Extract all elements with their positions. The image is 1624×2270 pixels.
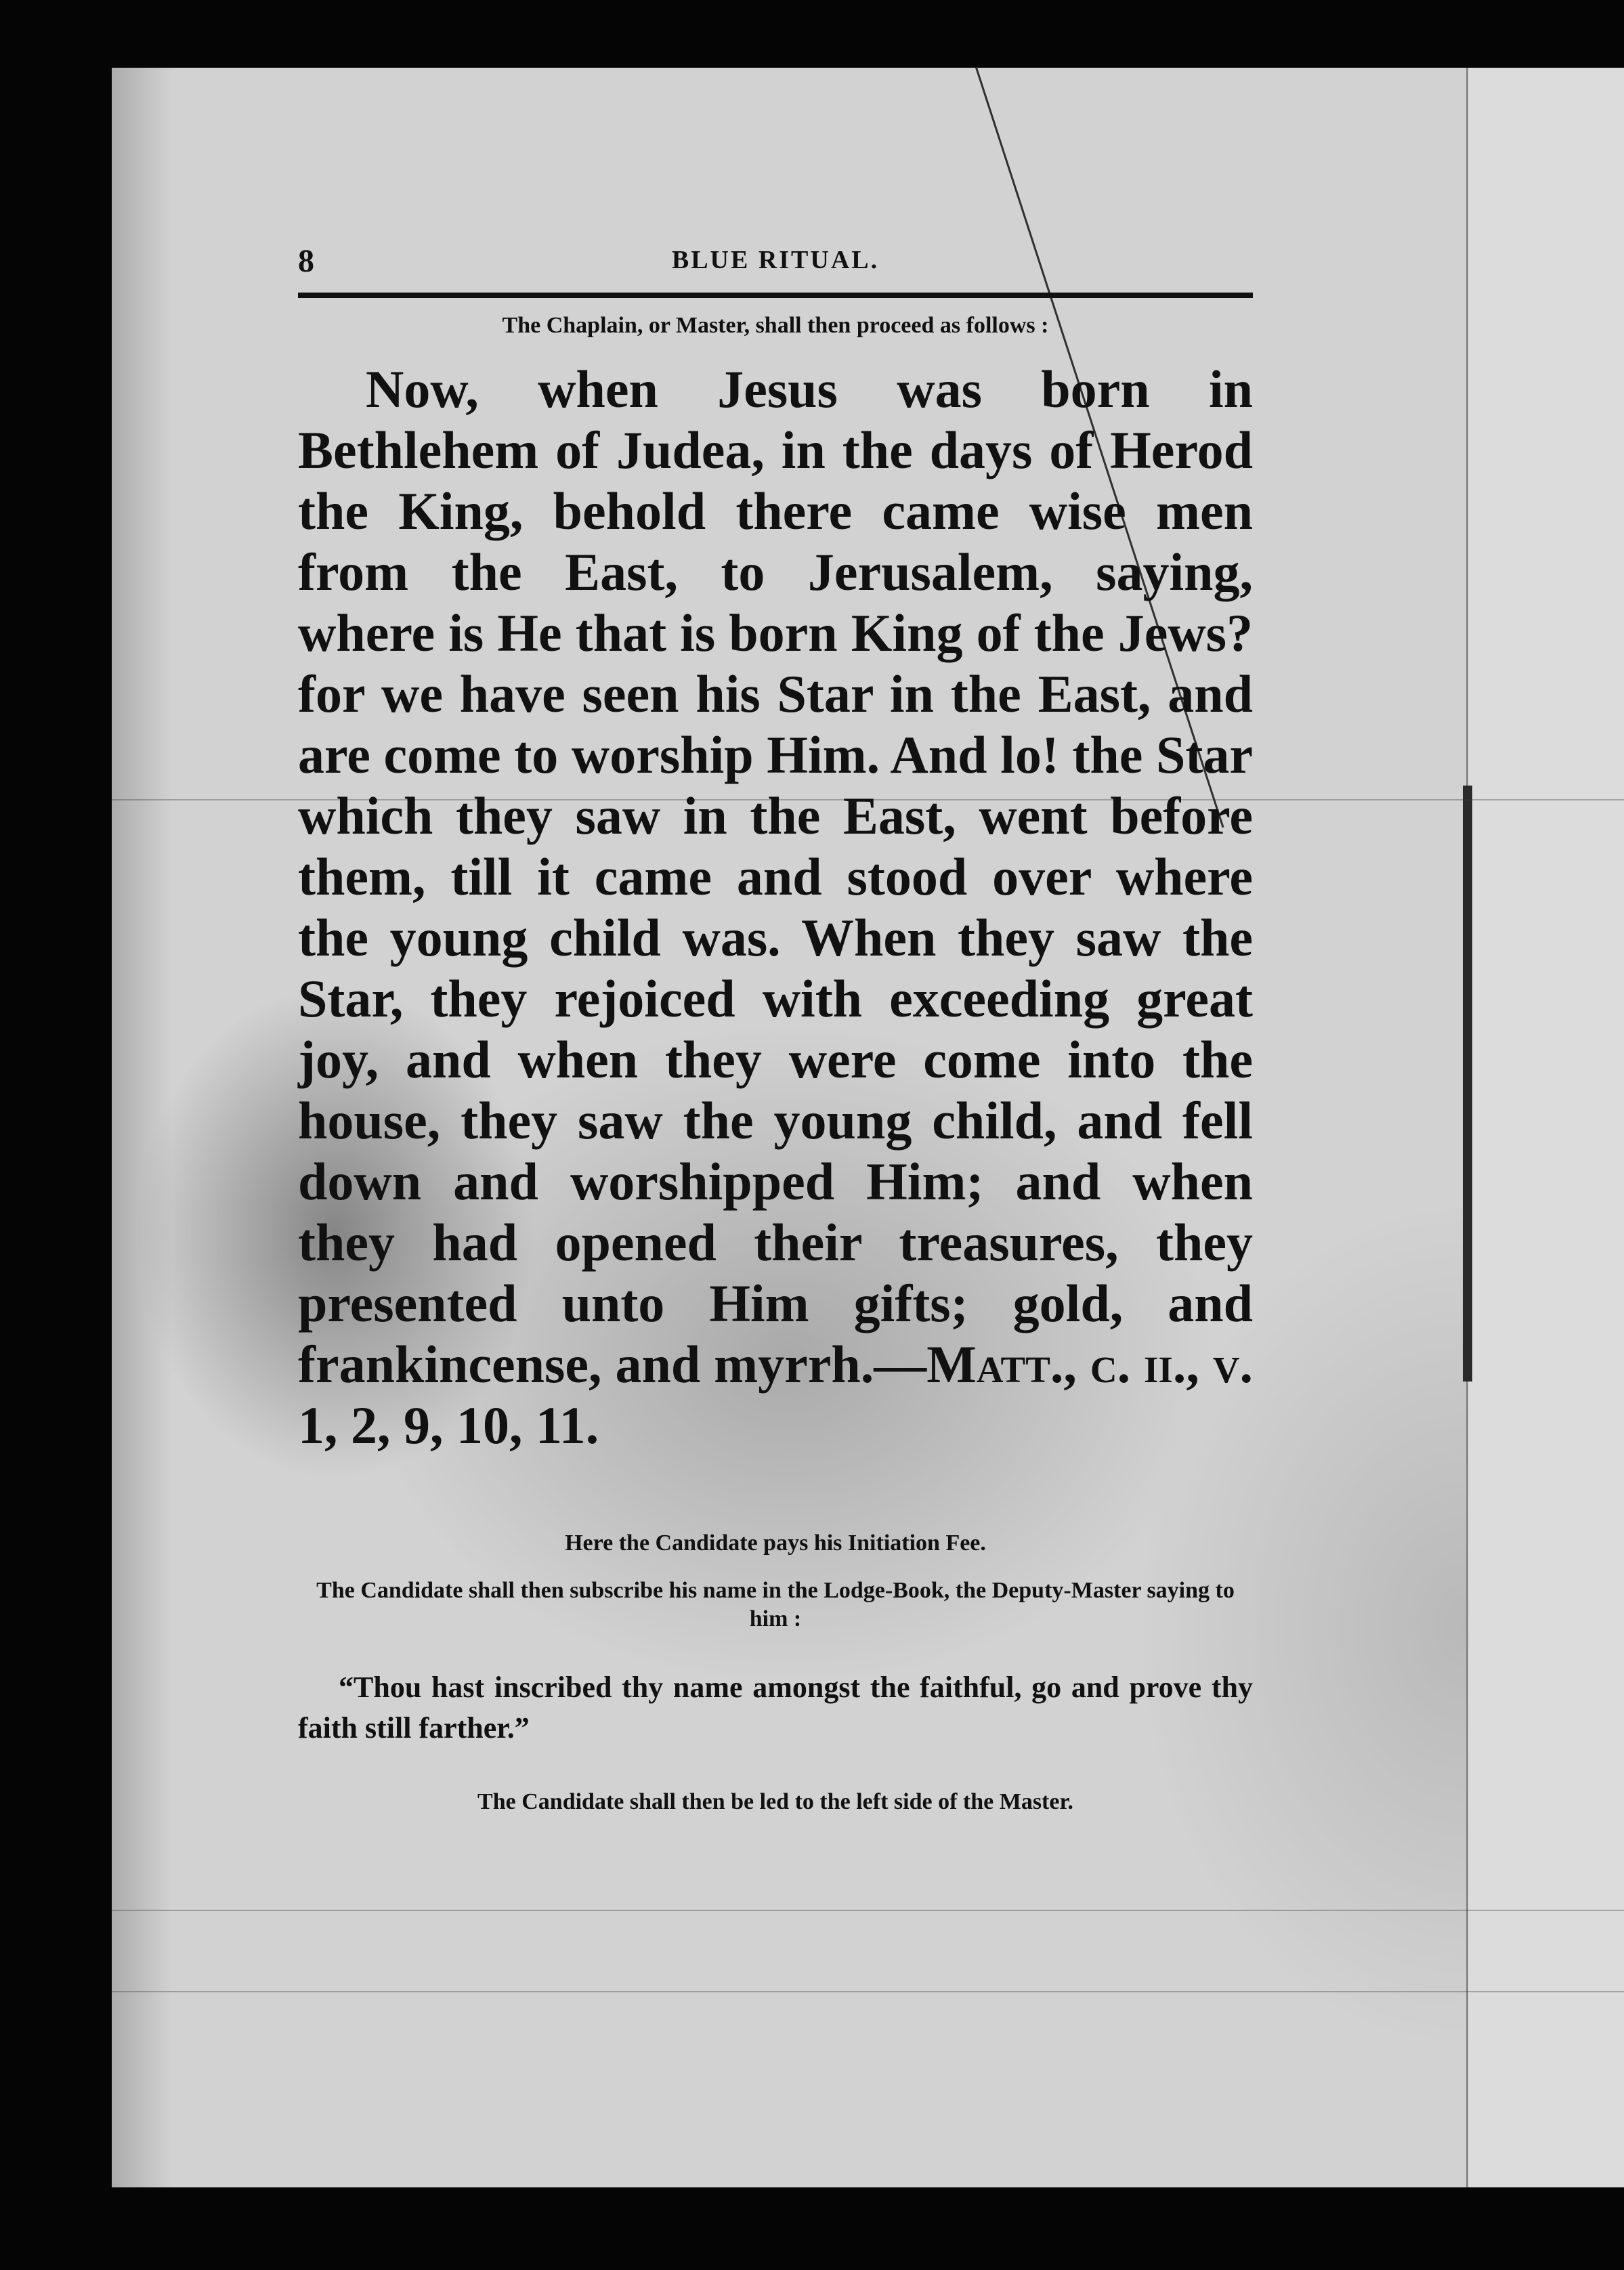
rubric-chaplain: The Chaplain, or Master, shall then proceed as follows : <box>502 313 1049 338</box>
rubric-lodge-book: The Candidate shall then subscribe his name in the Lodge-Book, the Deputy-Master saying to him : <box>316 1578 1235 1631</box>
running-head: BLUE RITUAL. <box>671 246 880 274</box>
page-number: 8 <box>298 243 316 279</box>
deputy-master-quote: “Thou hast inscribed thy name amongst the faithful, go and prove thy faith still farther.” <box>298 1671 1253 1744</box>
scripture-citation: —Matt., c. ii., v. 1, 2, 9, 10, 11. <box>298 1335 1253 1455</box>
scripture-text: Now, when Jesus was born in Bethlehem of Judea, in the days of Herod the King, behold there came wise men from the East, to Jerusalem, saying, where is He that is born King of the Jews? for we have seen his Star in the East, and are come to worship Him. And lo! the Star which they saw in the East, went before them, till it came and stood over where the young child was. When they saw the Star, they rejoiced with exceeding great joy, and when they were come into the house, they saw the young child, and fell down and worshipped Him; and when they had opened their treasures, they presented unto Him gifts; gold, and frankincense, and myrrh. <box>298 360 1253 1394</box>
binding-shadow <box>1463 786 1472 1382</box>
header-rule <box>298 293 1253 298</box>
page-header <box>298 230 1253 284</box>
rubric-initiation-fee: Here the Candidate pays his Initiation Fee. <box>565 1530 986 1556</box>
rubric-led-to-master: The Candidate shall then be led to the left side of the Master. <box>477 1789 1073 1814</box>
text-block <box>298 230 1253 1815</box>
facing-page-edge <box>1466 68 1624 2187</box>
scripture-reading <box>298 359 1253 1456</box>
scan-artifact-line <box>112 1910 1624 1911</box>
scan-artifact-line <box>112 1991 1624 1992</box>
